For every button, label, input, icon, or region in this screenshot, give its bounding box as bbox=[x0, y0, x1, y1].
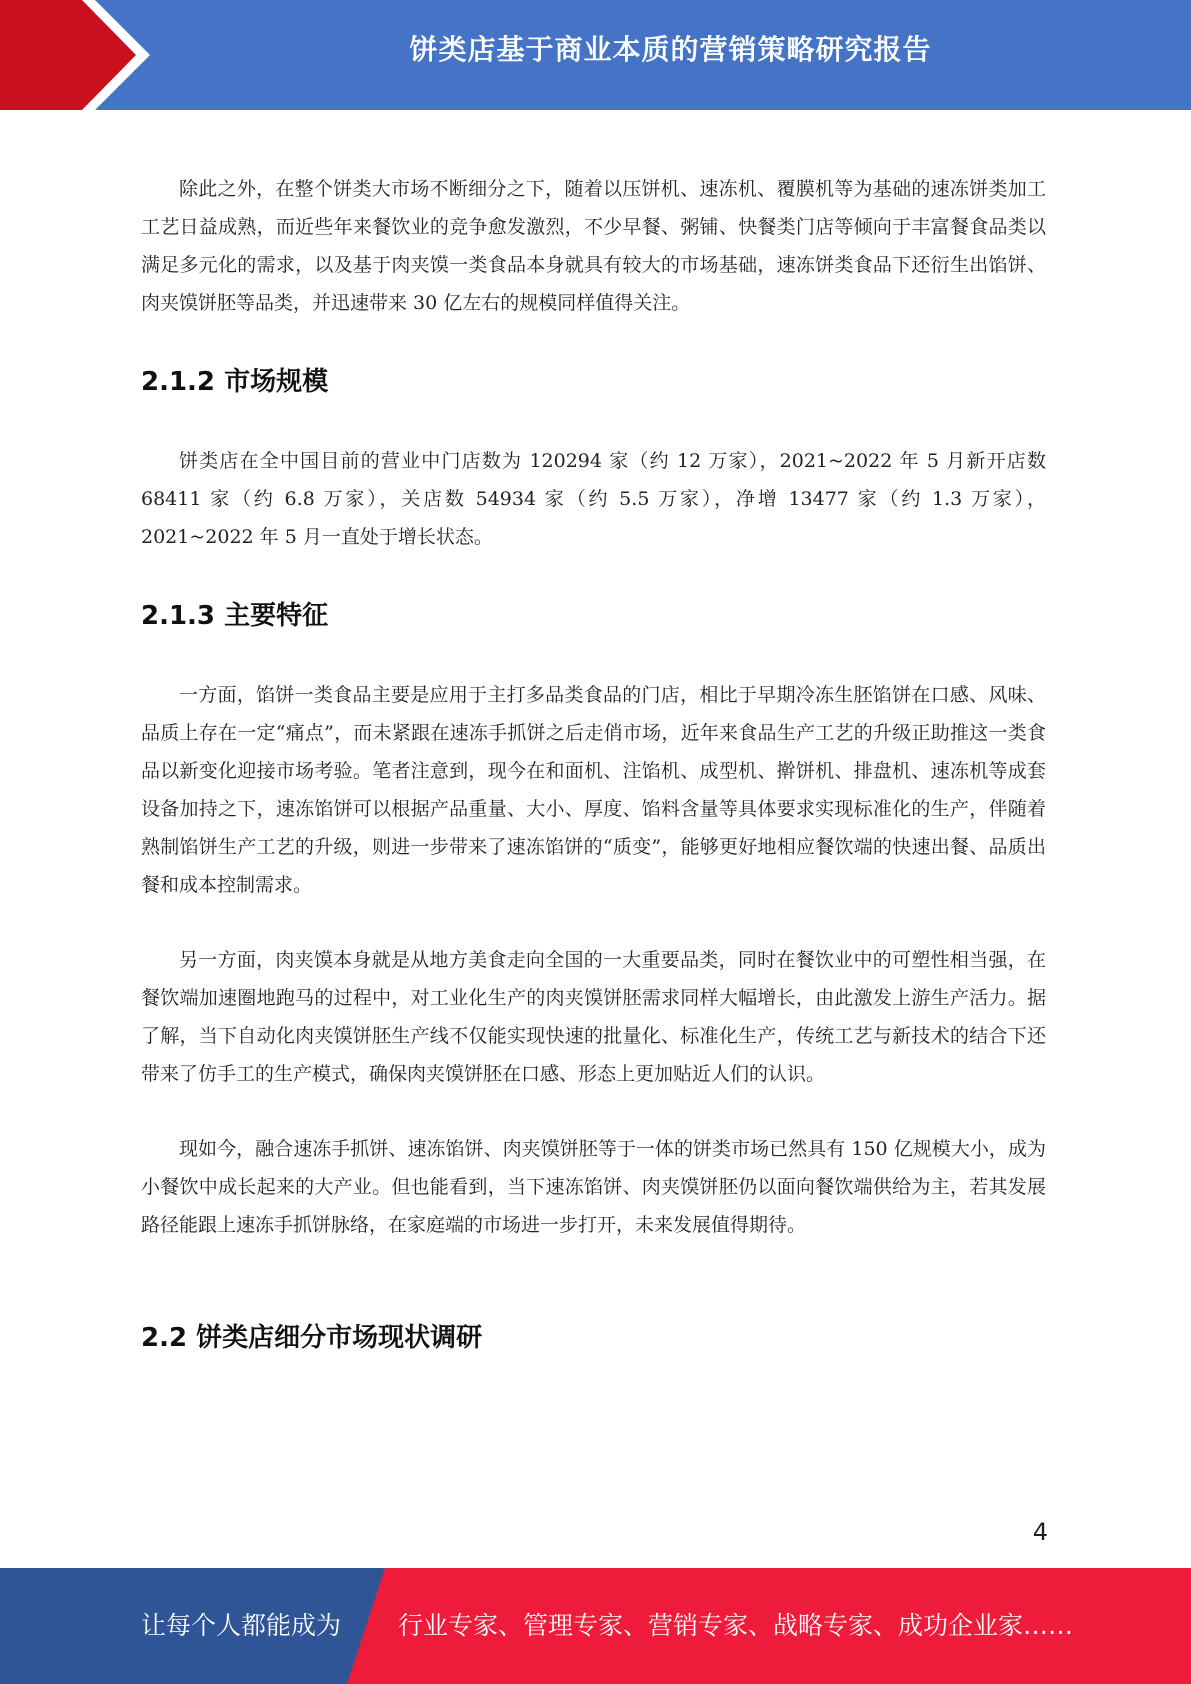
footer-slogan-left: 让每个人都能成为 bbox=[141, 1611, 342, 1640]
paragraph: 饼类店在全中国目前的营业中门店数为 120294 家（约 12 万家），2021~2022 年 5 月新开店数 68411 家（约 6.8 万家），关店数 54934 家（约 5.5 万家），净增 13477 家（约 1.3 万家），2021~2022 年 5 月一直处于增长状态。 bbox=[141, 450, 1046, 548]
section-heading-2-1-3: 2.1.3 主要特征 bbox=[141, 601, 329, 631]
paragraph: 除此之外，在整个饼类大市场不断细分之下，随着以压饼机、速冻机、覆膜机等为基础的速冻饼类加工工艺日益成熟，而近些年来餐饮业的竞争愈发激烈，不少早餐、粥铺、快餐类门店等倾向于丰富餐食品类以满足多元化的需求，以及基于肉夹馍一类食品本身就具有较大的市场基础，速冻饼类食品下还衍生出馅饼、肉夹馍饼胚等品类，并迅速带来 30 亿左右的规模同样值得关注。 bbox=[141, 178, 1046, 314]
paragraph: 现如今，融合速冻手抓饼、速冻馅饼、肉夹馍饼胚等于一体的饼类市场已然具有 150 亿规模大小，成为小餐饮中成长起来的大产业。但也能看到，当下速冻馅饼、肉夹馍饼胚仍以面向餐饮端供给为主，若其发展路径能跟上速冻手抓饼脉络，在家庭端的市场进一步打开，未来发展值得期待。 bbox=[141, 1138, 1046, 1236]
footer-banner bbox=[0, 1568, 1191, 1684]
red-arrow-decoration bbox=[0, 0, 160, 110]
paragraph: 另一方面，肉夹馍本身就是从地方美食走向全国的一大重要品类，同时在餐饮业中的可塑性相当强，在餐饮端加速圈地跑马的过程中，对工业化生产的肉夹馍饼胚需求同样大幅增长，由此激发上游生产活力。据了解，当下自动化肉夹馍饼胚生产线不仅能实现快速的批量化、标准化生产，传统工艺与新技术的结合下还带来了仿手工的生产模式，确保肉夹馍饼胚在口感、形态上更加贴近人们的认识。 bbox=[141, 949, 1046, 1085]
document-title: 饼类店基于商业本质的营销策略研究报告 bbox=[409, 33, 932, 66]
paragraph: 一方面，馅饼一类食品主要是应用于主打多品类食品的门店，相比于早期冷冻生胚馅饼在口感、风味、品质上存在一定“痛点”，而未紧跟在速冻手抓饼之后走俏市场，近年来食品生产工艺的升级正助推这一类食品以新变化迎接市场考验。笔者注意到，现今在和面机、注馅机、成型机、擀饼机、排盘机、速冻机等成套设备加持之下，速冻馅饼可以根据产品重量、大小、厚度、馅料含量等具体要求实现标准化的生产，伴随着熟制馅饼生产工艺的升级，则进一步带来了速冻馅饼的“质变”，能够更好地相应餐饮端的快速出餐、品质出餐和成本控制需求。 bbox=[141, 684, 1046, 896]
section-heading-2-2: 2.2 饼类店细分市场现状调研 bbox=[141, 1323, 483, 1353]
section-heading-2-1-2: 2.1.2 市场规模 bbox=[141, 367, 329, 397]
footer-slogan-right: 行业专家、管理专家、营销专家、战略专家、成功企业家…… bbox=[398, 1611, 1074, 1640]
header-banner bbox=[0, 0, 1191, 110]
document-body bbox=[141, 170, 1046, 1358]
page-number: 4 bbox=[1032, 1518, 1048, 1546]
